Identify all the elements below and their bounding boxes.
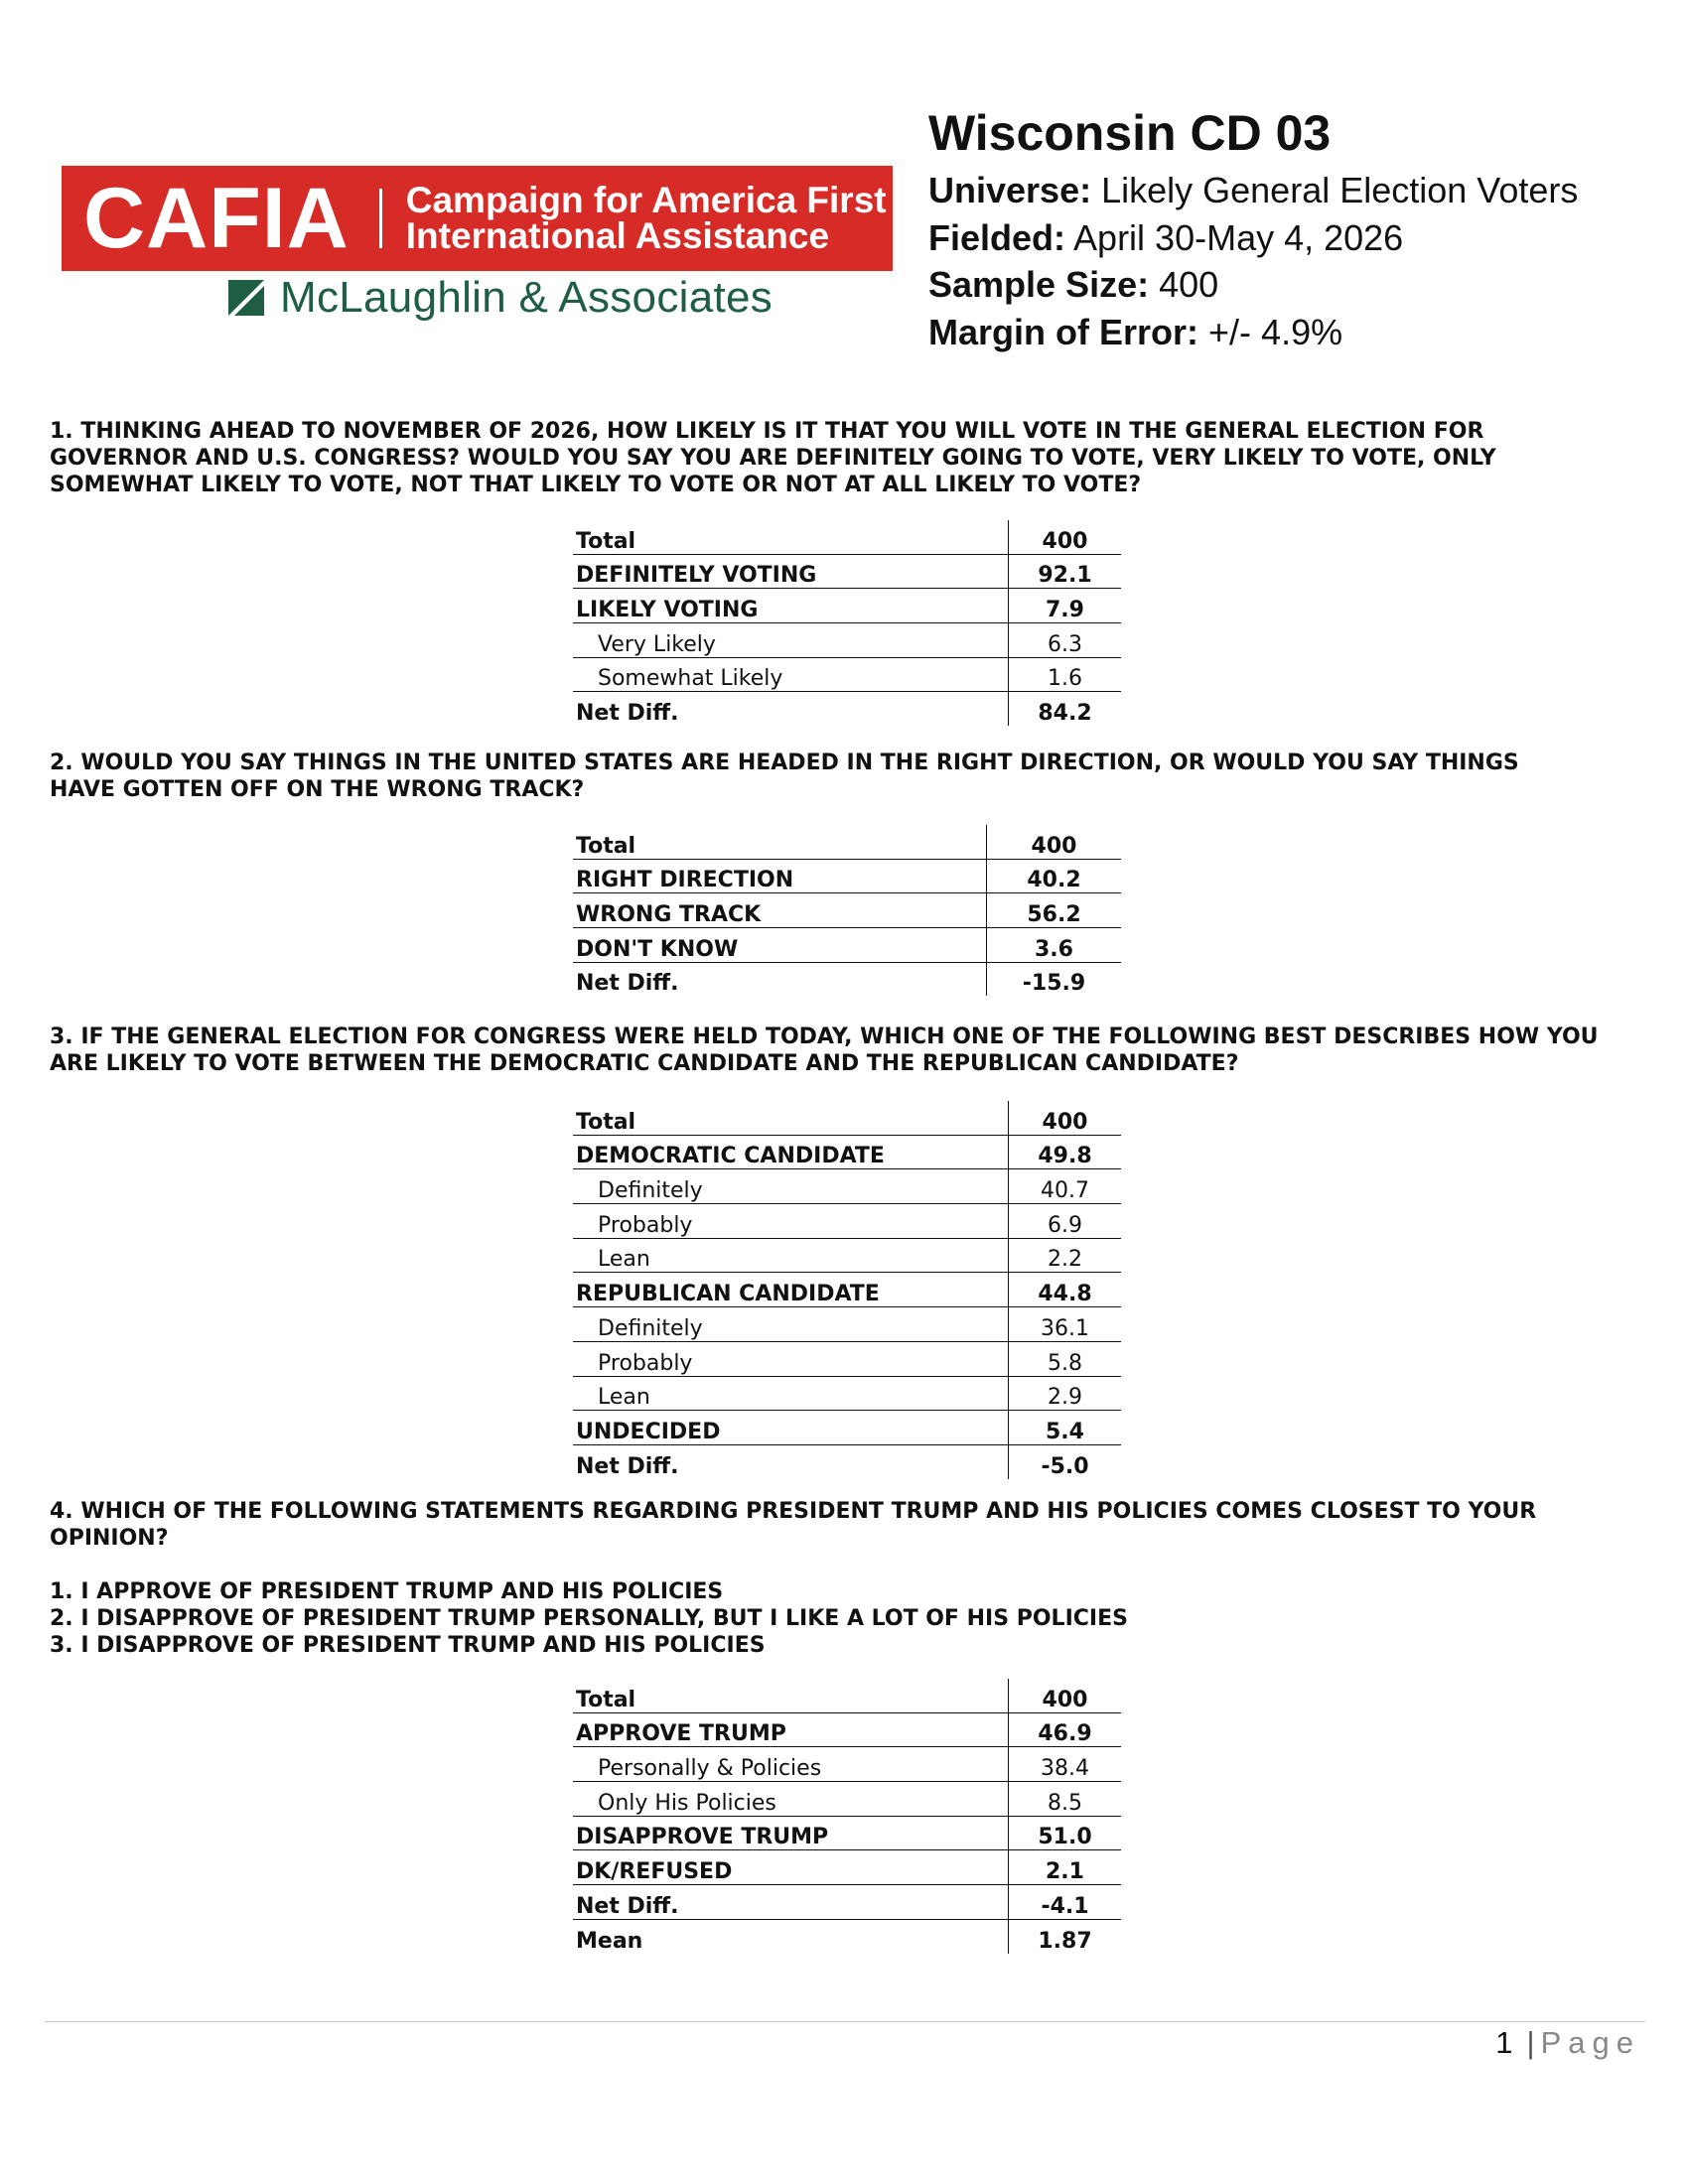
row-label: Total <box>573 825 987 859</box>
sample-size-row <box>928 261 1578 309</box>
row-value: 400 <box>1009 1101 1122 1135</box>
row-value: 8.5 <box>1009 1782 1122 1817</box>
row-value: 40.2 <box>987 859 1122 893</box>
logo-divider <box>379 189 382 248</box>
cafia-logo-banner <box>62 166 893 271</box>
row-label: Definitely <box>573 1307 1009 1342</box>
table-row <box>573 1850 1121 1885</box>
row-value: -5.0 <box>1009 1444 1122 1478</box>
row-value: 6.3 <box>1009 623 1122 658</box>
row-label: Mean <box>576 1928 643 1954</box>
row-label: DK/REFUSED <box>573 1850 1009 1885</box>
table-row <box>573 692 1121 726</box>
row-value: 92.1 <box>1009 554 1122 589</box>
row-value: 51.0 <box>1009 1816 1122 1850</box>
page-number: 1 <box>1495 2025 1513 2060</box>
row-label: REPUBLICAN CANDIDATE <box>573 1273 1009 1307</box>
table-row <box>573 1238 1121 1273</box>
table-row <box>573 1307 1121 1342</box>
row-label: LIKELY VOTING <box>573 589 1009 623</box>
table-row <box>573 1204 1121 1239</box>
row-value: 49.8 <box>1009 1135 1122 1169</box>
footer-divider <box>45 2021 1645 2022</box>
table-row <box>573 1273 1121 1307</box>
question-4-text: 4. WHICH OF THE FOLLOWING STATEMENTS REGARDING PRESIDENT TRUMP AND HIS POLICIES COMES CLOSEST TO YOUR OPINION? <box>50 1499 1537 1551</box>
row-label: Net Diff. <box>576 1453 679 1479</box>
table-row <box>573 1341 1121 1376</box>
table-row <box>573 1444 1121 1478</box>
table-row <box>573 1816 1121 1850</box>
option-item: 3. I DISAPPROVE OF PRESIDENT TRUMP AND HIS POLICIES <box>50 1633 766 1658</box>
table-row <box>573 1135 1121 1169</box>
cafia-logo-text: CAFIA <box>83 171 350 266</box>
table-row <box>573 962 1121 996</box>
row-label: Net Diff. <box>576 971 679 997</box>
row-value: 46.9 <box>1009 1712 1122 1747</box>
table-row <box>573 1376 1121 1411</box>
option-item: 1. I APPROVE OF PRESIDENT TRUMP AND HIS POLICIES <box>50 1579 724 1604</box>
mclaughlin-mark-icon <box>228 280 264 316</box>
row-value: 5.4 <box>1009 1411 1122 1445</box>
table-row <box>573 928 1121 963</box>
margin-of-error-row <box>928 309 1578 356</box>
fielded-value: April 30-May 4, 2026 <box>1073 216 1404 258</box>
question-1-results-table <box>573 520 1121 726</box>
page-label: Page <box>1540 2025 1640 2060</box>
row-value: 6.9 <box>1009 1204 1122 1239</box>
sample-size-value: 400 <box>1159 264 1219 305</box>
row-value: 1.87 <box>1009 1919 1122 1953</box>
row-value: 7.9 <box>1009 589 1122 623</box>
table-row <box>573 520 1121 554</box>
table-row <box>573 1885 1121 1920</box>
row-label: DEMOCRATIC CANDIDATE <box>573 1135 1009 1169</box>
table-row <box>573 859 1121 893</box>
row-label: WRONG TRACK <box>573 893 987 928</box>
sample-size-label: Sample Size: <box>928 264 1150 305</box>
poll-metadata <box>928 167 1578 355</box>
table-row <box>573 1919 1121 1953</box>
row-value: 400 <box>1009 1679 1122 1712</box>
question-1-text: 1. THINKING AHEAD TO NOVEMBER OF 2026, HOW LIKELY IS IT THAT YOU WILL VOTE IN THE GENERAL ELECTION FOR GOVERNOR AND U.S. CONGRESS? WOULD YOU SAY YOU ARE DEFINITELY GOING TO VOTE, VERY LIKELY TO VOTE, ONLY SOMEWHAT LIKELY TO VOTE, NOT THAT LIKELY TO VOTE OR NOT AT ALL LIKELY TO VOTE? <box>50 419 1496 497</box>
row-value: 2.9 <box>1009 1376 1122 1411</box>
row-value: 2.2 <box>1009 1238 1122 1273</box>
row-value: -4.1 <box>1009 1885 1122 1920</box>
universe-label: Universe: <box>928 170 1092 210</box>
row-value: 5.8 <box>1009 1341 1122 1376</box>
row-label: RIGHT DIRECTION <box>573 859 987 893</box>
table-row <box>573 657 1121 692</box>
row-label: Probably <box>573 1341 1009 1376</box>
row-label: DISAPPROVE TRUMP <box>573 1816 1009 1850</box>
row-value: -15.9 <box>987 962 1122 996</box>
cafia-tagline-line2: International Assistance <box>405 215 830 256</box>
row-label: Total <box>573 520 1009 554</box>
cafia-tagline <box>405 180 887 256</box>
row-label: Lean <box>573 1376 1009 1411</box>
table-row <box>573 623 1121 658</box>
question-4-results-table <box>573 1679 1121 1954</box>
fielded-row <box>928 214 1578 262</box>
mclaughlin-logo-text: McLaughlin & Associates <box>280 273 774 322</box>
row-value: 400 <box>987 825 1122 859</box>
row-label: Only His Policies <box>573 1782 1009 1817</box>
row-label: Somewhat Likely <box>573 657 1009 692</box>
page-separator: | <box>1526 2025 1535 2060</box>
row-value: 400 <box>1009 520 1122 554</box>
question-3-results-table <box>573 1101 1121 1479</box>
universe-row <box>928 167 1578 214</box>
table-row <box>573 1782 1121 1817</box>
question-3-text: 3. IF THE GENERAL ELECTION FOR CONGRESS WERE HELD TODAY, WHICH ONE OF THE FOLLOWING BEST DESCRIBES HOW YOU ARE LIKELY TO VOTE BETWEEN THE DEMOCRATIC CANDIDATE AND THE REPUBLICAN CANDIDATE? <box>50 1024 1599 1076</box>
question-4-options <box>50 1578 1658 1659</box>
row-value: 44.8 <box>1009 1273 1122 1307</box>
row-label: APPROVE TRUMP <box>573 1712 1009 1747</box>
row-label: Net Diff. <box>573 1885 1009 1920</box>
row-value: 40.7 <box>1009 1169 1122 1204</box>
row-label: DEFINITELY VOTING <box>573 554 1009 589</box>
question-2-results-table <box>573 825 1121 996</box>
row-label: Very Likely <box>573 623 1009 658</box>
row-value: 2.1 <box>1009 1850 1122 1885</box>
page-footer <box>1495 2025 1640 2061</box>
universe-value: Likely General Election Voters <box>1101 170 1579 210</box>
row-label: Lean <box>573 1238 1009 1273</box>
table-row <box>573 1411 1121 1445</box>
row-value: 56.2 <box>987 893 1122 928</box>
margin-of-error-label: Margin of Error: <box>928 311 1199 352</box>
table-row <box>573 1679 1121 1712</box>
table-row <box>573 825 1121 859</box>
table-row <box>573 893 1121 928</box>
fielded-label: Fielded: <box>928 216 1066 258</box>
table-row <box>573 554 1121 589</box>
poll-title: Wisconsin CD 03 <box>928 105 1332 161</box>
row-value: 38.4 <box>1009 1747 1122 1782</box>
row-value: 84.2 <box>1009 692 1122 726</box>
row-label: UNDECIDED <box>573 1411 1009 1445</box>
table-row <box>573 1712 1121 1747</box>
table-row <box>573 589 1121 623</box>
row-label: DON'T KNOW <box>573 928 987 963</box>
row-label: Net Diff. <box>576 701 679 727</box>
row-value: 1.6 <box>1009 657 1122 692</box>
cafia-tagline-line1: Campaign for America First <box>405 180 887 220</box>
option-item: 2. I DISAPPROVE OF PRESIDENT TRUMP PERSONALLY, BUT I LIKE A LOT OF HIS POLICIES <box>50 1606 1128 1631</box>
table-row <box>573 1747 1121 1782</box>
row-value: 36.1 <box>1009 1307 1122 1342</box>
margin-of-error-value: +/- 4.9% <box>1208 311 1343 352</box>
row-label: Personally & Policies <box>573 1747 1009 1782</box>
table-row <box>573 1101 1121 1135</box>
row-label: Probably <box>573 1204 1009 1239</box>
table-row <box>573 1169 1121 1204</box>
row-label: Total <box>573 1679 1009 1712</box>
row-label: Total <box>573 1101 1009 1135</box>
question-2-text: 2. WOULD YOU SAY THINGS IN THE UNITED STATES ARE HEADED IN THE RIGHT DIRECTION, OR WOULD YOU SAY THINGS HAVE GOTTEN OFF ON THE WRONG TRACK? <box>50 751 1519 802</box>
row-label: Definitely <box>573 1169 1009 1204</box>
mclaughlin-logo <box>228 270 773 326</box>
row-value: 3.6 <box>987 928 1122 963</box>
